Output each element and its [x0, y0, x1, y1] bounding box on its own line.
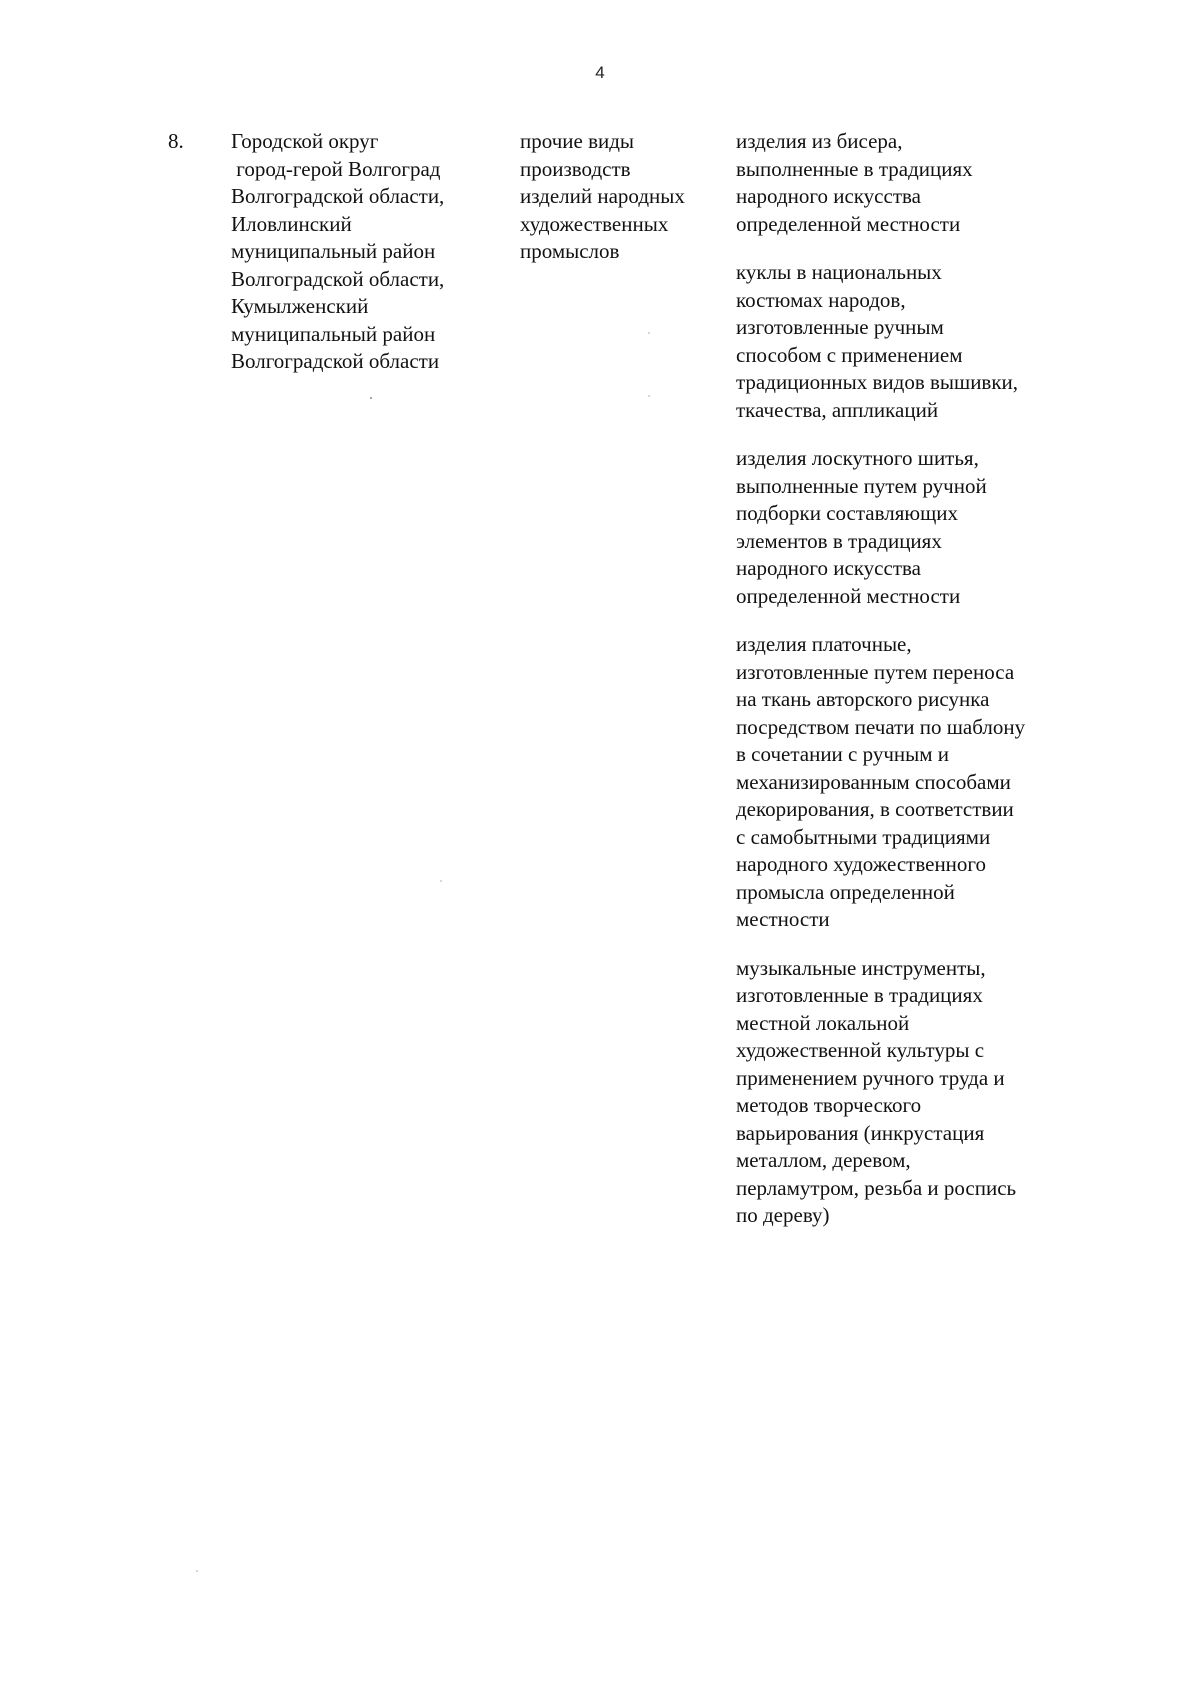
craft-kind-line: художественных	[520, 211, 669, 236]
product-line: народного искусства	[736, 556, 921, 580]
scan-speck	[440, 880, 442, 882]
product-line: музыкальные инструменты,	[736, 955, 986, 980]
product-item-musical-instruments	[736, 955, 1106, 1230]
product-line: выполненные путем ручной	[736, 473, 987, 498]
territory-line: муниципальный район	[231, 321, 436, 346]
product-item-dolls	[736, 259, 1106, 424]
product-line: методов творческого	[736, 1093, 922, 1117]
row-number: 8.	[168, 129, 184, 153]
territory-line: Волгоградской области,	[231, 266, 445, 291]
product-line: варьирования (инкрустация	[736, 1120, 985, 1145]
product-item-patchwork	[736, 445, 1106, 610]
product-line: изготовленные путем переноса	[736, 659, 1015, 684]
product-line: костюмах народов,	[736, 287, 906, 312]
territory-line: Кумылженский	[231, 294, 369, 318]
product-line: с самобытными традициями	[736, 824, 991, 849]
product-line: промысла определенной	[736, 879, 955, 904]
product-line: посредством печати по шаблону	[736, 714, 1026, 739]
product-line: изготовленные в традициях	[736, 983, 983, 1007]
product-line: изготовленные ручным	[736, 315, 944, 339]
territory-line: Волгоградской области	[231, 349, 440, 373]
craft-kind-line: производств	[520, 156, 631, 181]
product-line: изделия платочные,	[736, 632, 912, 656]
product-line: ткачества, аппликаций	[736, 397, 939, 422]
product-line: определенной местности	[736, 211, 961, 236]
craft-kind-line: прочие виды	[520, 129, 635, 153]
craft-kind-line: изделий народных	[520, 184, 685, 208]
products-cell	[736, 128, 1106, 1251]
product-line: в сочетании с ручным и	[736, 742, 950, 766]
product-line: по дереву)	[736, 1203, 830, 1227]
craft-kind-line: промыслов	[520, 239, 620, 263]
territory-line: Городской округ	[231, 129, 379, 153]
craft-kind-cell	[520, 128, 725, 266]
product-line: художественной культуры с	[736, 1038, 985, 1062]
territory-line: муниципальный район	[231, 239, 436, 263]
product-line: народного искусства	[736, 184, 921, 208]
product-line: декорирования, в соответствии	[736, 797, 1014, 821]
product-line: выполненные в традициях	[736, 156, 973, 181]
territory-line: город-герой Волгоград	[231, 156, 441, 181]
product-line: способом с применением	[736, 342, 963, 367]
product-item-beadwork	[736, 128, 1106, 238]
territory-line: Иловлинский	[231, 211, 352, 236]
product-line: изделия лоскутного шитья,	[736, 446, 979, 470]
product-line: местной локальной	[736, 1010, 910, 1035]
product-line: народного художественного	[736, 852, 987, 876]
product-item-shawls	[736, 631, 1106, 934]
product-line: металлом, деревом,	[736, 1148, 911, 1172]
territory-line: Волгоградской области,	[231, 184, 445, 208]
scan-speck	[370, 397, 372, 399]
product-line: элементов в традициях	[736, 528, 942, 553]
territory-cell	[231, 128, 511, 376]
page-number: 4	[595, 63, 605, 82]
scan-speck	[648, 395, 650, 397]
product-line: применением ручного труда и	[736, 1065, 1005, 1090]
product-line: перламутром, резьба и роспись	[736, 1175, 1017, 1200]
product-line: изделия из бисера,	[736, 129, 903, 153]
product-line: механизированным способами	[736, 769, 1011, 794]
product-line: местности	[736, 907, 830, 931]
product-line: традиционных видов вышивки,	[736, 370, 1019, 394]
product-line: подборки составляющих	[736, 501, 958, 525]
scan-speck	[648, 332, 650, 334]
product-line: на ткань авторского рисунка	[736, 687, 990, 711]
product-line: определенной местности	[736, 583, 961, 608]
scan-speck	[196, 1570, 198, 1572]
product-line: куклы в национальных	[736, 260, 942, 284]
